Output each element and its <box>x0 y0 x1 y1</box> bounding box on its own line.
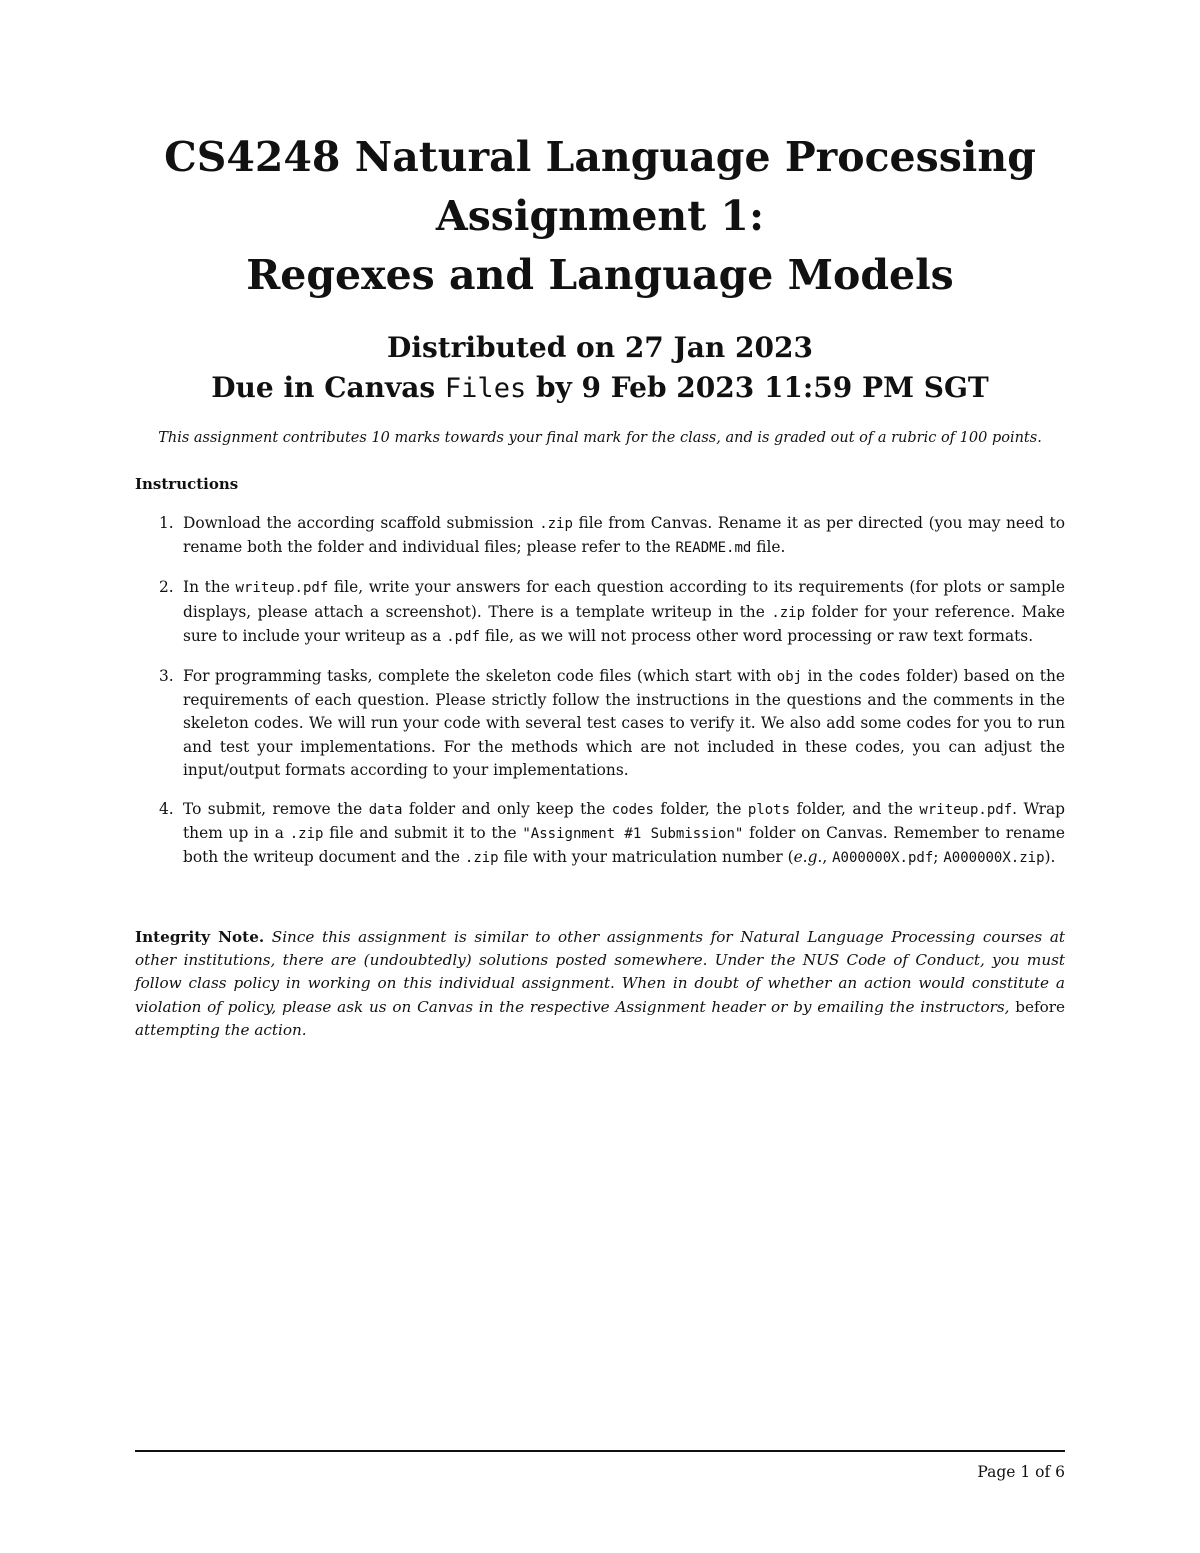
code-codes: codes <box>611 802 654 819</box>
document-page <box>135 0 1065 1553</box>
code-writeup: writeup.pdf <box>235 580 329 597</box>
instruction-text: ; <box>933 848 944 867</box>
instruction-item-4 <box>135 798 1065 871</box>
integrity-lead: Integrity Note. <box>135 928 265 946</box>
code-zip: .zip <box>539 516 573 532</box>
instruction-number: 4. <box>159 800 174 819</box>
code-submission-folder: "Assignment #1 Submission" <box>522 826 744 843</box>
footer-rule <box>135 1450 1065 1452</box>
code-plots: plots <box>747 802 791 819</box>
title-line-course: CS4248 Natural Language Processing <box>164 133 1036 181</box>
code-pdf-filename: A000000X.pdf <box>832 850 934 867</box>
instruction-item-2 <box>135 576 1065 649</box>
document-title <box>135 128 1065 305</box>
code-writeup: writeup.pdf <box>919 802 1013 819</box>
integrity-before: before <box>1015 997 1065 1016</box>
instruction-text: folder, and the <box>790 800 920 819</box>
due-date <box>135 368 1065 409</box>
instruction-text: In the <box>183 578 236 597</box>
due-files-code: Files <box>444 373 527 404</box>
instruction-text: For programming tasks, complete the skeleton code files (which start with <box>183 667 777 686</box>
instruction-item-3 <box>135 665 1065 782</box>
instruction-text: . Wrap them up in a <box>183 800 1066 843</box>
instruction-text: in the <box>802 667 859 686</box>
instruction-text: file. <box>751 538 786 557</box>
instruction-text: To submit, remove the <box>183 800 369 819</box>
code-readme: README.md <box>675 540 752 557</box>
instruction-text: folder for your reference. Make sure to include your writeup as a <box>183 602 1065 645</box>
due-prefix: Due in Canvas <box>211 371 445 404</box>
instruction-text: Download the according scaffold submission <box>183 514 540 532</box>
title-line-topic: Regexes and Language Models <box>246 251 954 299</box>
integrity-body-end: attempting the action. <box>135 1020 307 1039</box>
code-zip: .zip <box>771 604 806 621</box>
instruction-text: file, as we will not process other word processing or raw text formats. <box>479 626 1034 645</box>
code-pdf: .pdf <box>446 628 480 645</box>
instruction-text: folder) based on the requirements of each question. Please strictly follow the instructions in the questions and the comments in the skeleton codes. We will run your code with several test cases to verify it. We also add some codes for you to run and test your implementations. For the methods which are not included in these codes, you can adjust the input/output formats according to your implementations. <box>183 667 1065 779</box>
instruction-item-1 <box>135 512 1065 560</box>
instruction-text: file and submit it to the <box>323 824 523 843</box>
code-obj: obj <box>776 669 803 686</box>
instruction-number: 2. <box>159 578 174 597</box>
instruction-text: folder and only keep the <box>402 800 612 819</box>
instruction-text: file with your matriculation number ( <box>498 848 794 867</box>
code-codes: codes <box>858 669 901 686</box>
dates-block <box>135 328 1065 409</box>
code-zip: .zip <box>289 826 324 843</box>
integrity-body: Since this assignment is similar to other assignments for Natural Language Processing courses at other institutions, there are (undoubtedly) solutions posted somewhere. Under the NUS Code of Conduct, you must follow class policy in working on this individual assignment. When in doubt of whether an action would constitute a violation of policy, please ask us on Canvas in the respective Assignment header or by emailing the instructors, <box>135 928 1065 1016</box>
code-data: data <box>368 802 403 819</box>
due-suffix: by 9 Feb 2023 11:59 PM SGT <box>526 371 989 404</box>
code-zip: .zip <box>464 850 499 867</box>
page-number: Page 1 of 6 <box>977 1463 1065 1481</box>
instruction-text: file, write your answers for each question according to its requirements (for plots or sample displays, please attach a screenshot). There is a template writeup in the <box>183 578 1066 621</box>
instruction-text: folder on Canvas. Remember to rename both the writeup document and the <box>183 824 1065 867</box>
instructions-list <box>135 512 1065 887</box>
distributed-date: Distributed on 27 Jan 2023 <box>387 331 813 364</box>
instruction-number: 3. <box>159 667 174 686</box>
instruction-number: 1. <box>159 514 174 532</box>
title-line-assignment: Assignment 1: <box>435 192 765 240</box>
code-zip-filename: A000000X.zip <box>943 850 1045 867</box>
instruction-text: file from Canvas. Rename it as per directed (you may need to rename both the folder and individual files; please refer to the <box>183 514 1065 557</box>
instructions-heading: Instructions <box>135 475 239 493</box>
instruction-text: folder, the <box>653 800 748 819</box>
contribution-note: This assignment contributes 10 marks towards your final mark for the class, and is graded out of a rubric of 100 points. <box>158 430 1042 446</box>
instruction-text: ). <box>1044 848 1056 867</box>
instruction-text: , <box>822 848 833 867</box>
integrity-note <box>135 926 1065 1042</box>
instruction-text-italic: e.g. <box>793 848 823 867</box>
